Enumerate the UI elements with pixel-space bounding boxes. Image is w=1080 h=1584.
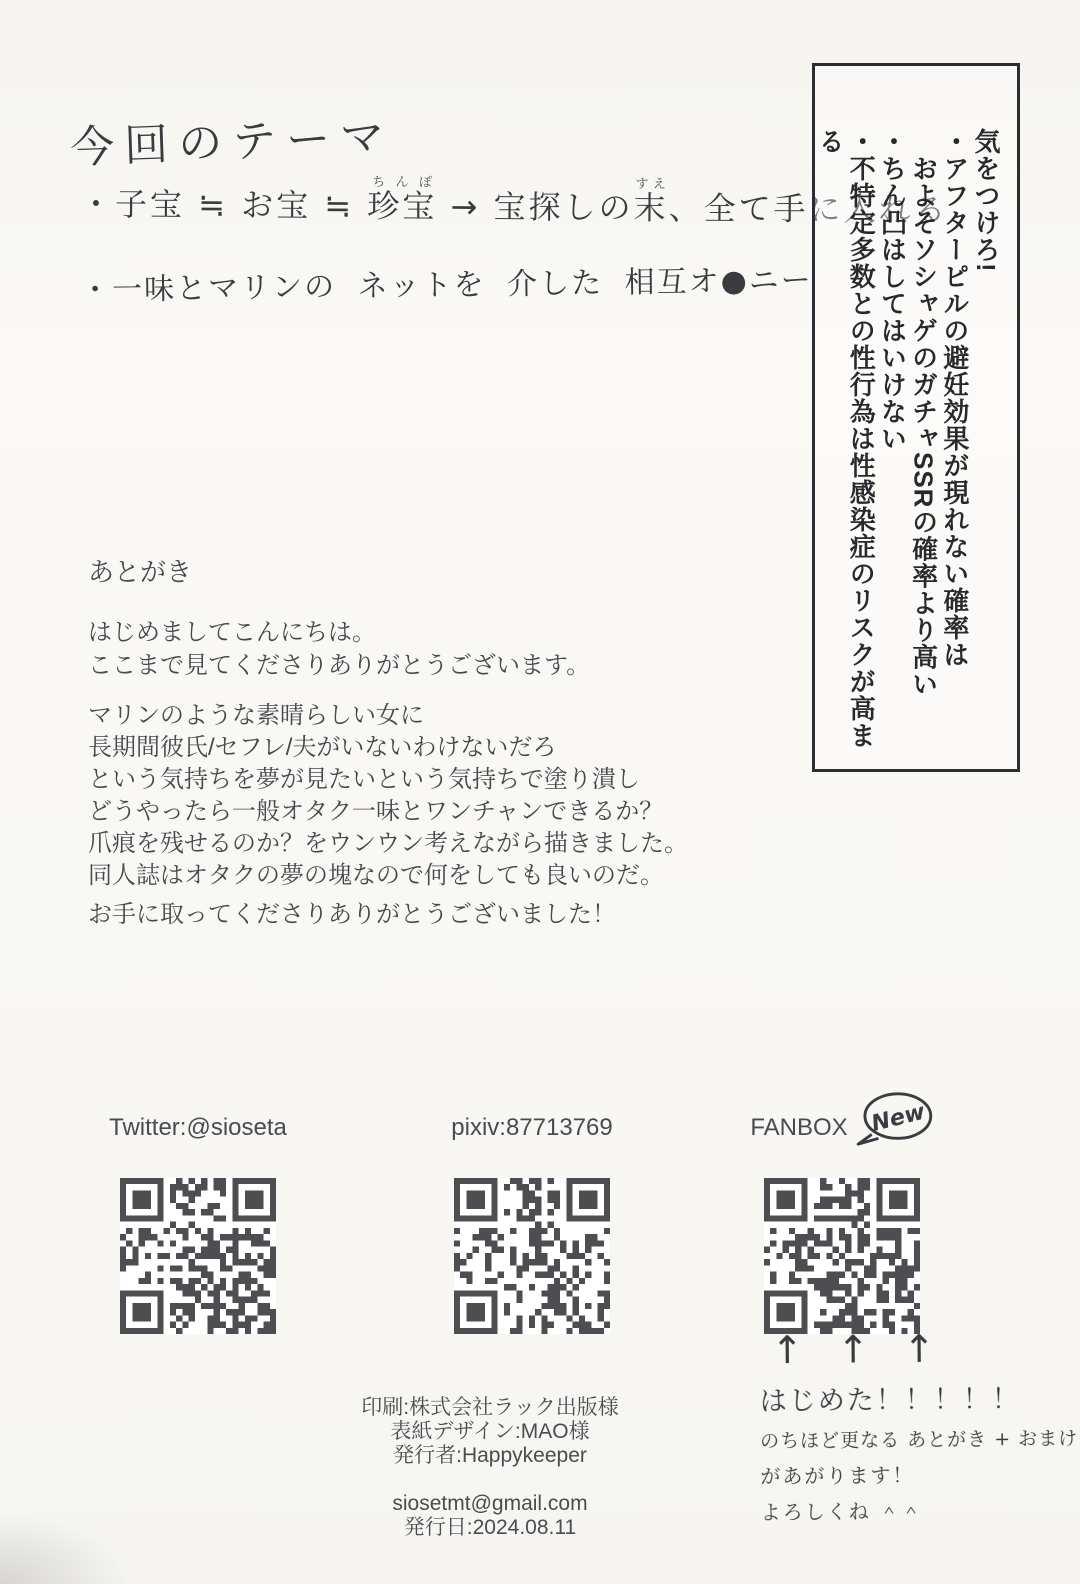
- text-line: 同人誌はオタクの夢の塊なので何をしても良いのだ。: [88, 862, 664, 889]
- text-line: どうやったら一般オタク一味とワンチャンできるか？: [88, 798, 664, 825]
- qr-code-twitter: [120, 1178, 276, 1334]
- theme-bullet-1-post: 、全て手に入れる: [668, 189, 949, 230]
- text-line: ・ちん凸はしてはいけない: [877, 128, 908, 452]
- text-line: siosetmt@gmail.com: [392, 1492, 588, 1515]
- text-line: 印刷:株式会社ラック出版様: [361, 1396, 619, 1419]
- colophon-contact: [230, 1492, 750, 1540]
- theme-bullet-1-ruby-sue: [633, 176, 669, 228]
- theme-bullet-1-mid: → 宝探しの: [437, 187, 634, 227]
- text-line: マリンのような素晴らしい女に: [88, 702, 424, 729]
- text-line: ここまで見てくださりありがとうございます。: [88, 652, 591, 679]
- text-line: ・アフターピルの避妊効果が現れない確率は: [939, 128, 970, 668]
- qr-column-twitter: [109, 1102, 287, 1334]
- afterword-closing: お手に取ってくださりありがとうございました！: [88, 901, 616, 928]
- theme-bullet-1-ruby-chinpo: [367, 174, 438, 226]
- fanbox-label: FANBOX: [750, 1114, 848, 1141]
- colophon: [230, 1396, 750, 1540]
- afterword-paragraph-1: [88, 616, 590, 682]
- twitter-handle-label: Twitter:@sioseta: [109, 1114, 287, 1141]
- text-line: 長期間彼氏/セフレ/夫がいないわけないだろ: [88, 734, 557, 761]
- text-line: はじめた！！！！！: [759, 1384, 1021, 1418]
- qr-label-row: [109, 1102, 287, 1154]
- text-line: があがります！: [760, 1462, 915, 1489]
- warning-box: [812, 63, 1020, 772]
- theme-bullet-1-pre: ・子宝 ≒ お宝 ≒: [79, 184, 368, 225]
- text-line: 表紙デザイン:MAO様: [390, 1420, 590, 1443]
- text-line: という気持ちを夢が見たいという気持ちで塗り潰し: [88, 766, 640, 793]
- theme-title: 今回のテーマ: [69, 111, 395, 174]
- afterword-paragraph-2: [88, 700, 688, 892]
- afterword-heading: あとがき: [88, 557, 193, 587]
- qr-column-pixiv: [450, 1102, 614, 1334]
- text-line: のちほど更なる あとがき + おまけ: [760, 1427, 1079, 1453]
- text-line: 発行者:Happykeeper: [393, 1444, 587, 1467]
- qr-label-row: [450, 1102, 614, 1154]
- text-line: ・不特定多数との性行為は性感染症のリスクが高まる: [815, 128, 877, 749]
- new-badge-label: New: [868, 1098, 928, 1137]
- new-badge-bubble-icon: [852, 1089, 934, 1149]
- pixiv-id-label: pixiv:87713769: [451, 1114, 613, 1141]
- ruby-furigana: ちんぽ: [367, 174, 438, 191]
- qr-column-fanbox: [750, 1098, 928, 1334]
- text-line: 気をつけろ!: [971, 128, 1001, 273]
- ruby-furigana: すえ: [633, 176, 669, 193]
- text-line: 発行日:2024.08.11: [403, 1516, 577, 1539]
- theme-bullet-2: ・一味とマリンの ネットを 介した 相互オ●ニー: [79, 262, 814, 309]
- warning-text: [815, 128, 1001, 759]
- fanbox-note-lines: [759, 1377, 1079, 1526]
- text-line: およそソシャゲのガチャSSRの確率より高い: [908, 128, 939, 698]
- qr-code-pixiv: [454, 1178, 610, 1334]
- text-line: 爪痕を残せるのか？をウンウン考えながら描きました。: [88, 830, 688, 857]
- ruby-base: 珍宝: [367, 186, 438, 226]
- fanbox-note: [759, 1326, 1079, 1526]
- qr-label-row: [750, 1098, 928, 1154]
- colophon-credits: [230, 1396, 750, 1468]
- text-line: はじめましてこんにちは。: [88, 619, 376, 646]
- up-arrows-icon: ↑ ↑ ↑: [771, 1326, 936, 1373]
- text-line: よろしくね ＾＾: [760, 1498, 924, 1525]
- qr-code-fanbox: [764, 1178, 920, 1334]
- ruby-base: 末: [633, 188, 669, 228]
